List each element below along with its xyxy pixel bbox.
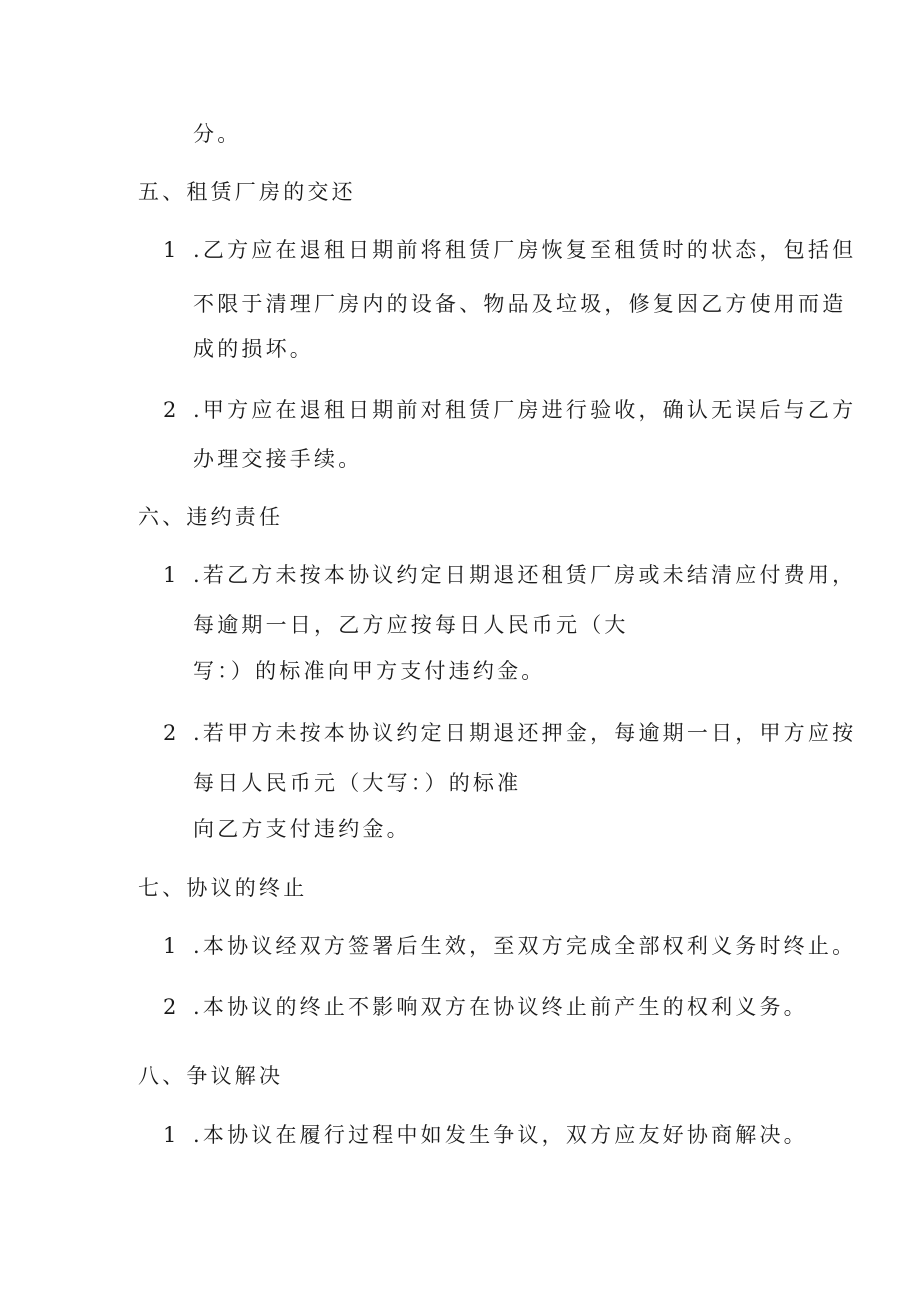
text-line xyxy=(193,334,314,364)
line-text: 写：）的标准向甲方支付违约金。 xyxy=(193,659,546,683)
heading-text: 五、租赁厂房的交还 xyxy=(138,180,356,204)
section-heading xyxy=(138,873,307,903)
list-item xyxy=(163,992,808,1022)
item-number: 1 xyxy=(163,238,180,262)
text-line xyxy=(193,656,546,686)
line-text: 不限于清理厂房内的设备、物品及垃圾，修复因乙方使用而造 xyxy=(193,292,847,316)
line-text: 每日人民币元（大写：）的标准 xyxy=(193,771,522,795)
item-number: 1 xyxy=(163,934,180,958)
text-line xyxy=(193,119,241,149)
list-item xyxy=(163,560,856,590)
text-line xyxy=(193,814,411,844)
item-number: 2 xyxy=(163,995,180,1019)
section-heading xyxy=(138,1061,283,1091)
text-line xyxy=(193,610,629,640)
item-number: 1 xyxy=(163,1123,180,1147)
item-text: .本协议的终止不影响双方在协议终止前产生的权利义务。 xyxy=(193,995,808,1019)
item-text: .甲方应在退租日期前对租赁厂房进行验收，确认无误后与乙方 xyxy=(193,398,857,422)
line-text: 分。 xyxy=(193,122,242,146)
list-item xyxy=(163,718,856,748)
text-line xyxy=(193,444,362,474)
line-text: 成的损坏。 xyxy=(193,337,314,361)
list-item xyxy=(163,1120,808,1150)
heading-text: 六、违约责任 xyxy=(138,505,284,529)
list-item xyxy=(163,235,856,265)
item-number: 2 xyxy=(163,721,180,745)
heading-text: 八、争议解决 xyxy=(138,1064,284,1088)
item-text: .本协议在履行过程中如发生争议，双方应友好协商解决。 xyxy=(193,1123,808,1147)
item-number: 1 xyxy=(163,563,180,587)
line-text: 办理交接手续。 xyxy=(193,447,363,471)
line-text: 向乙方支付违约金。 xyxy=(193,817,411,841)
item-number: 2 xyxy=(163,398,180,422)
item-text: .若乙方未按本协议约定日期退还租赁厂房或未结清应付费用， xyxy=(193,563,857,587)
section-heading xyxy=(138,502,283,532)
heading-text: 七、协议的终止 xyxy=(138,876,308,900)
section-heading xyxy=(138,177,356,207)
text-line xyxy=(193,768,521,798)
line-text: 每逾期一日，乙方应按每日人民币元（大 xyxy=(193,613,629,637)
item-text: .若甲方未按本协议约定日期退还押金，每逾期一日，甲方应按 xyxy=(193,721,857,745)
list-item xyxy=(163,931,856,961)
list-item xyxy=(163,395,856,425)
text-line xyxy=(193,289,846,319)
item-text: .乙方应在退租日期前将租赁厂房恢复至租赁时的状态，包括但 xyxy=(193,238,857,262)
item-text: .本协议经双方签署后生效，至双方完成全部权利义务时终止。 xyxy=(193,934,857,958)
